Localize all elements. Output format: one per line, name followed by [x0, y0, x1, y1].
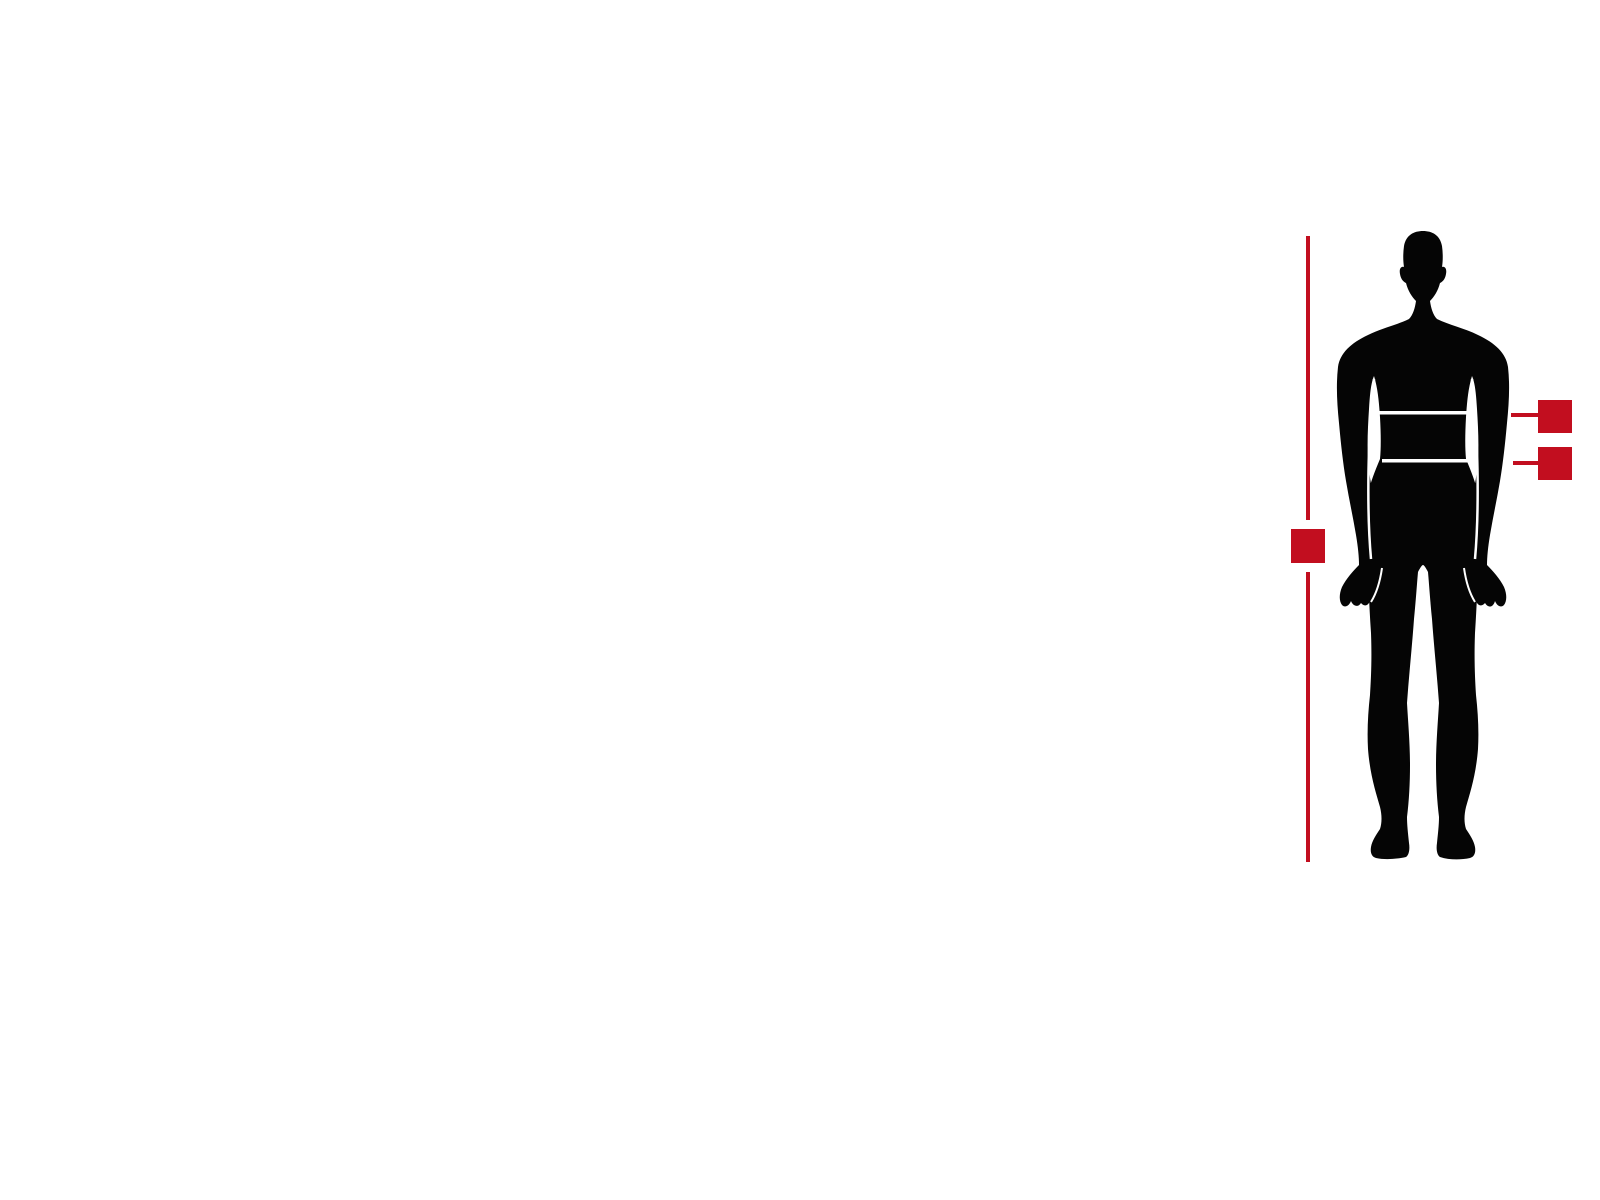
waist-measure-line [1382, 459, 1470, 463]
size-table-regions [28, 237, 1288, 605]
figure-marker-c [1538, 447, 1572, 480]
chest-measure-line [1377, 411, 1477, 415]
size-table-measurements [28, 629, 1288, 811]
male-body-silhouette [1323, 226, 1523, 866]
chest-connector-line [1511, 413, 1540, 417]
waist-connector-line [1513, 461, 1540, 465]
figure-marker-b [1538, 400, 1572, 433]
figure-marker-a [1291, 529, 1325, 563]
